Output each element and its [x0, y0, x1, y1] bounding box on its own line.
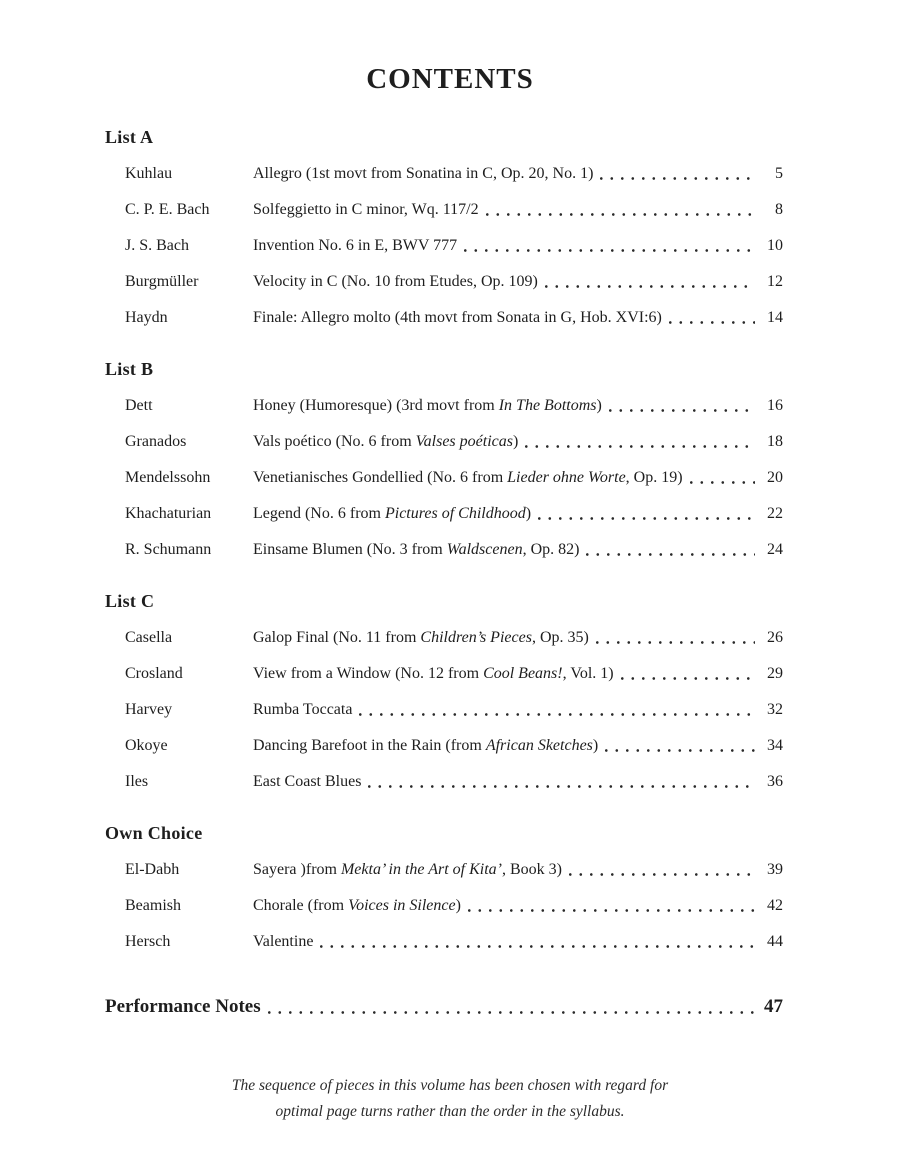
entry-page: 5: [775, 165, 783, 182]
footer-line-1: The sequence of pieces in this volume has been chosen with regard for: [231, 1077, 669, 1094]
footer-note: [0, 1073, 900, 1125]
dot-leader: [468, 909, 755, 912]
dot-leader: [464, 249, 755, 252]
entry-page: 8: [775, 201, 783, 218]
entry-composer: Casella: [125, 629, 173, 646]
entry-composer: R. Schumann: [125, 541, 212, 558]
dot-leader: [368, 785, 755, 788]
entry-title: Sayera )from Mekta’ in the Art of Kita’, Book 3): [253, 861, 562, 878]
dot-leader: [569, 873, 755, 876]
section-heading: List B: [105, 359, 154, 379]
toc-content: [0, 126, 900, 1019]
toc-entry: [105, 859, 783, 880]
dot-leader: [600, 177, 755, 180]
entry-title: Dancing Barefoot in the Rain (from African Sketches): [253, 737, 599, 754]
toc-entry: [105, 503, 783, 524]
entry-title: Rumba Toccata: [253, 701, 353, 718]
entry-composer: Haydn: [125, 309, 168, 326]
toc-entry: [105, 199, 783, 220]
toc-entry: [105, 271, 783, 292]
entry-composer: Beamish: [125, 897, 181, 914]
dot-leader: [690, 481, 755, 484]
entry-composer: Granados: [125, 433, 187, 450]
toc-section: [105, 358, 783, 560]
entry-composer: J. S. Bach: [125, 237, 189, 254]
entry-page: 16: [767, 397, 783, 414]
toc-entry: [105, 771, 783, 792]
entry-composer: El-Dabh: [125, 861, 180, 878]
toc-entry: [105, 307, 783, 328]
entry-title: Finale: Allegro molto (4th movt from Sonata in G, Hob. XVI:6): [253, 309, 662, 326]
entry-title: East Coast Blues: [253, 773, 362, 790]
section-heading: List A: [105, 127, 154, 147]
entry-title: Invention No. 6 in E, BWV 777: [253, 237, 458, 254]
footer-line-2: optimal page turns rather than the order in the syllabus.: [275, 1103, 625, 1120]
section-entries: [105, 859, 783, 952]
toc-entry: [105, 627, 783, 648]
entry-title: Chorale (from Voices in Silence): [253, 897, 461, 914]
entry-page: 10: [767, 237, 783, 254]
entry-composer: Dett: [125, 397, 153, 414]
entry-title: Einsame Blumen (No. 3 from Waldscenen, Op. 82): [253, 541, 580, 558]
entry-composer: Iles: [125, 773, 149, 790]
entry-title: Legend (No. 6 from Pictures of Childhood): [253, 505, 532, 522]
dot-leader: [605, 749, 755, 752]
entry-title: Velocity in C (No. 10 from Etudes, Op. 109): [253, 273, 538, 290]
entry-title: Venetianisches Gondellied (No. 6 from Lieder ohne Worte, Op. 19): [253, 469, 683, 486]
entry-title: Galop Final (No. 11 from Children’s Pieces, Op. 35): [253, 629, 589, 646]
dot-leader: [596, 641, 755, 644]
dot-leader: [359, 713, 755, 716]
entry-composer: Crosland: [125, 665, 183, 682]
dot-leader: [525, 445, 755, 448]
toc-entry: [105, 931, 783, 952]
entry-page: 22: [767, 505, 783, 522]
entry-title: Allegro (1st movt from Sonatina in C, Op. 20, No. 1): [253, 165, 594, 182]
entry-page: 26: [767, 629, 783, 646]
dot-leader: [621, 677, 755, 680]
entry-page: 14: [767, 309, 783, 326]
entry-title: View from a Window (No. 12 from Cool Beans!, Vol. 1): [253, 665, 614, 682]
dot-leader: [586, 553, 755, 556]
toc-entry: [105, 163, 783, 184]
dot-leader: [538, 517, 755, 520]
section-entries: [105, 627, 783, 792]
toc-entry: [105, 699, 783, 720]
toc-section: [105, 590, 783, 792]
entry-title: Vals poético (No. 6 from Valses poéticas): [253, 433, 519, 450]
entry-page: 36: [767, 773, 783, 790]
dot-leader: [320, 945, 755, 948]
entry-page: 32: [767, 701, 783, 718]
performance-notes-page: 47: [764, 996, 783, 1017]
entry-page: 18: [767, 433, 783, 450]
toc-entry: [105, 539, 783, 560]
dot-leader: [545, 285, 755, 288]
performance-notes-row: [105, 995, 783, 1019]
entry-composer: Okoye: [125, 737, 168, 754]
entry-title: Honey (Humoresque) (3rd movt from In The Bottoms): [253, 397, 602, 414]
toc-entry: [105, 395, 783, 416]
entry-page: 39: [767, 861, 783, 878]
entry-composer: Hersch: [125, 933, 171, 950]
entry-page: 12: [767, 273, 783, 290]
entry-page: 20: [767, 469, 783, 486]
toc-entry: [105, 663, 783, 684]
entry-title: Solfeggietto in C minor, Wq. 117/2: [253, 201, 479, 218]
entry-page: 42: [767, 897, 783, 914]
entry-composer: Burgmüller: [125, 273, 199, 290]
section-entries: [105, 163, 783, 328]
toc-entry: [105, 431, 783, 452]
entry-page: 24: [767, 541, 783, 558]
toc-sections: [105, 126, 783, 952]
toc-entry: [105, 895, 783, 916]
entry-page: 44: [767, 933, 783, 950]
dot-leader: [486, 213, 755, 216]
section-entries: [105, 395, 783, 560]
toc-entry: [105, 735, 783, 756]
entry-page: 29: [767, 665, 783, 682]
dot-leader: [609, 409, 755, 412]
entry-page: 34: [767, 737, 783, 754]
toc-entry: [105, 235, 783, 256]
entry-composer: Khachaturian: [125, 505, 212, 522]
dot-leader: [268, 1011, 755, 1014]
entry-composer: Mendelssohn: [125, 469, 211, 486]
entry-composer: C. P. E. Bach: [125, 201, 210, 218]
section-heading: Own Choice: [105, 823, 203, 843]
toc-section: [105, 126, 783, 328]
toc-entry: [105, 467, 783, 488]
entry-title: Valentine: [253, 933, 314, 950]
dot-leader: [669, 321, 755, 324]
section-heading: List C: [105, 591, 155, 611]
entry-composer: Kuhlau: [125, 165, 173, 182]
page-title: CONTENTS: [366, 63, 534, 95]
toc-section: [105, 822, 783, 952]
entry-composer: Harvey: [125, 701, 173, 718]
performance-notes-label: Performance Notes: [105, 996, 261, 1017]
